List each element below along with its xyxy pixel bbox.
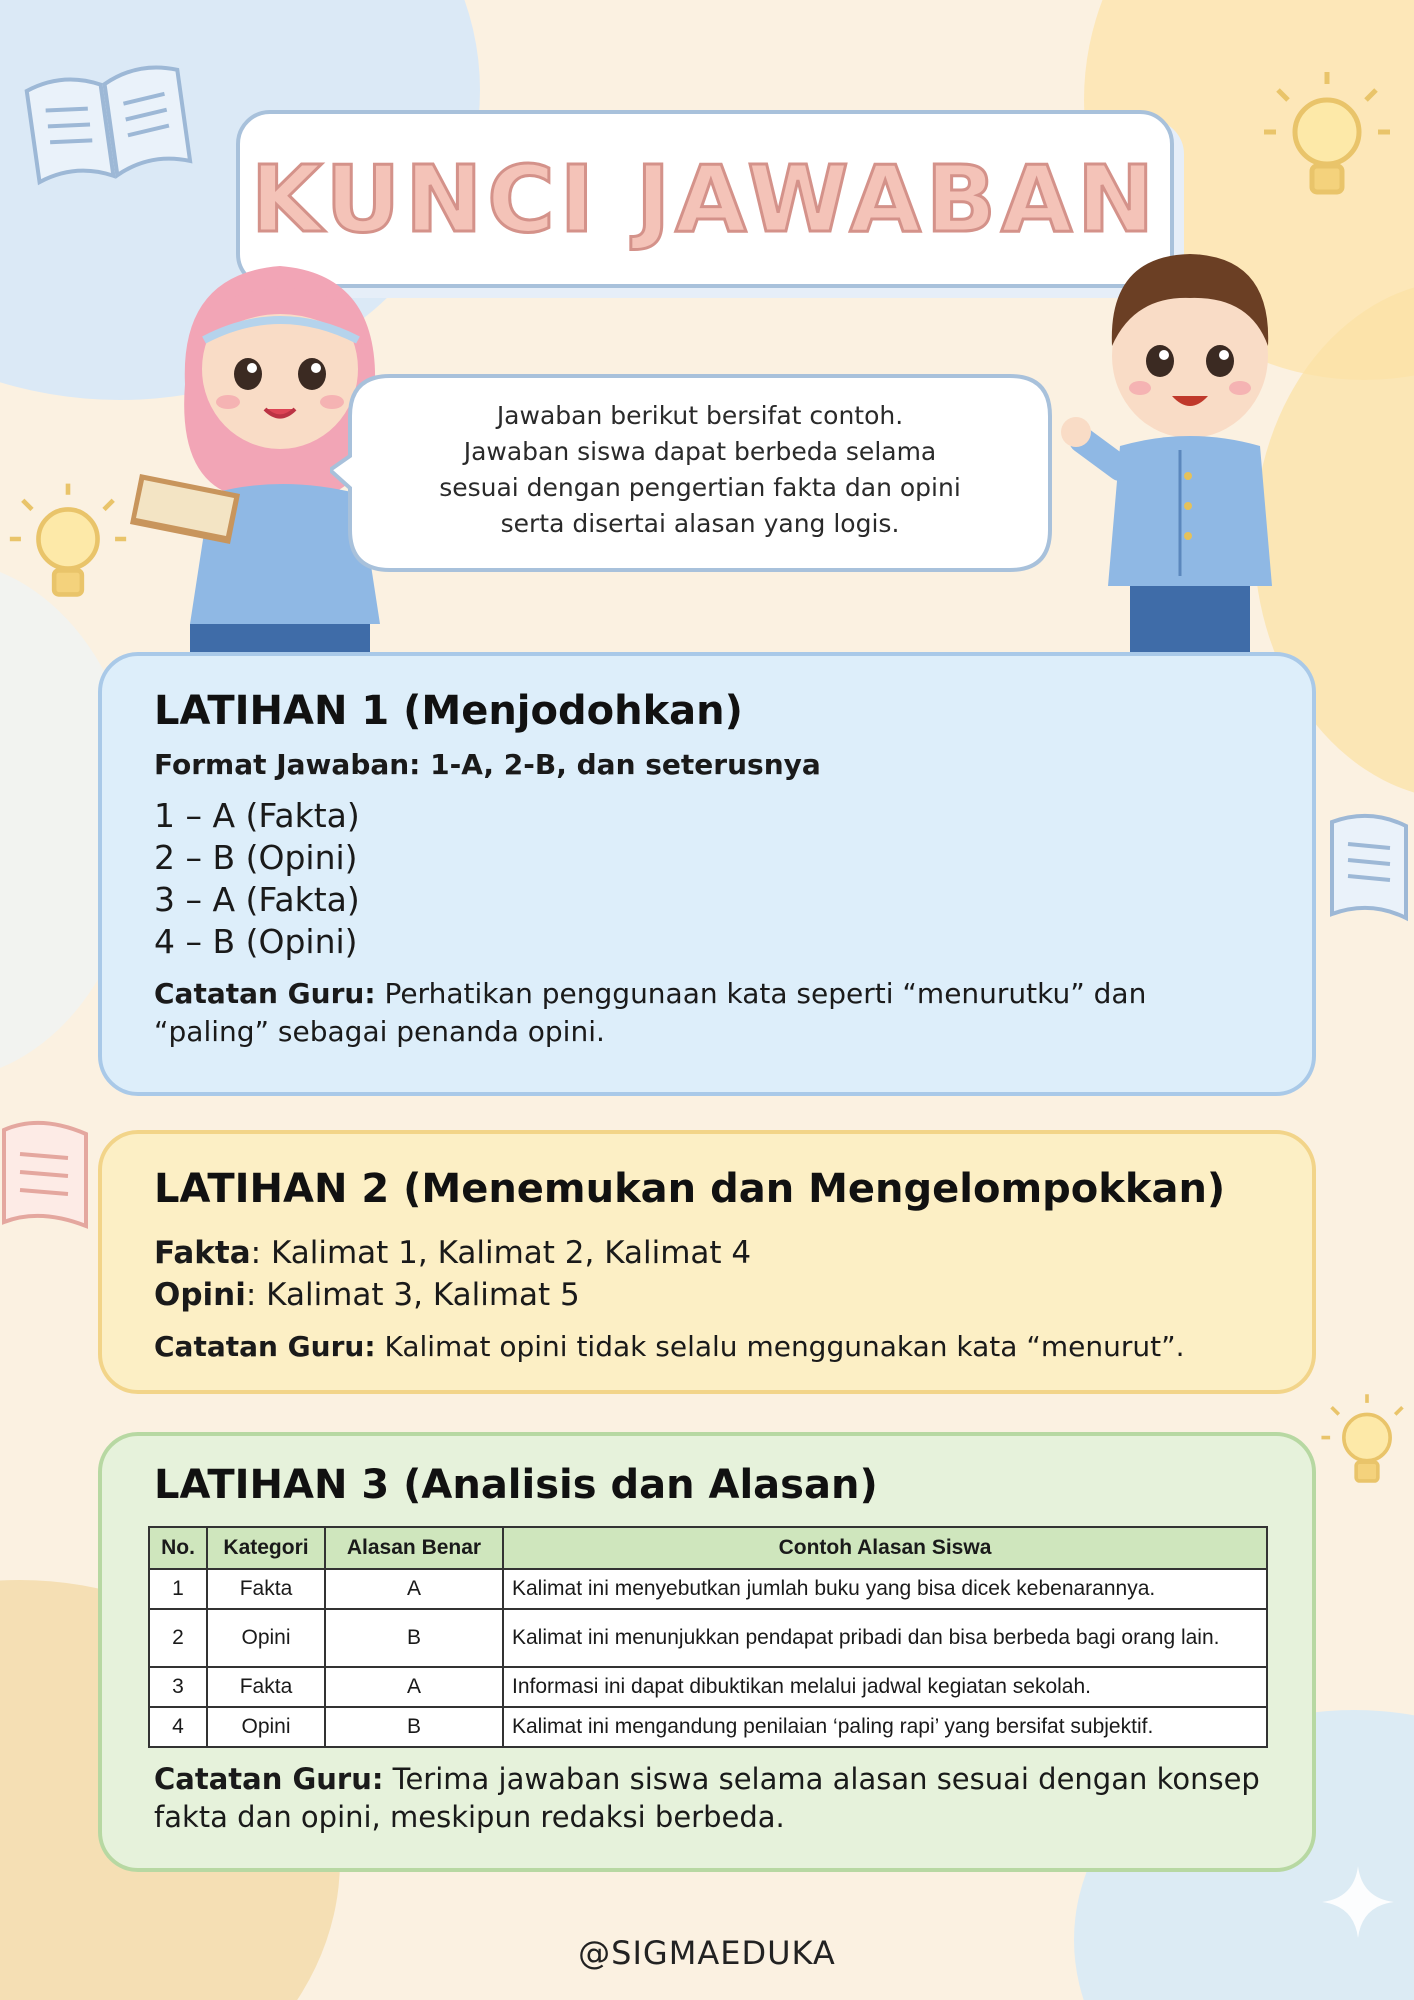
answer-item: 4 – B (Opini): [154, 922, 358, 961]
speech-bubble-text: [370, 398, 1030, 542]
latihan1-format: Format Jawaban: 1-A, 2-B, dan seterusnya: [154, 748, 821, 781]
teacher-note-label: Catatan Guru:: [154, 1330, 376, 1363]
speech-bubble-line: serta disertai alasan yang logis.: [500, 509, 900, 538]
column-header: Alasan Benar: [325, 1527, 503, 1569]
teacher-note-label: Catatan Guru:: [154, 977, 376, 1010]
table-cell: Informasi ini dapat dibuktikan melalui jadwal kegiatan sekolah.: [503, 1667, 1267, 1707]
open-book-icon: [0, 1100, 100, 1250]
latihan3-title: LATIHAN 3 (Analisis dan Alasan): [154, 1462, 878, 1508]
table-cell: 3: [149, 1667, 207, 1707]
lightbulb-icon: [1262, 70, 1392, 220]
speech-bubble: [330, 358, 1070, 588]
table-cell: Opini: [207, 1707, 325, 1747]
latihan1-title: LATIHAN 1 (Menjodohkan): [154, 688, 743, 734]
speech-bubble-line: Jawaban siswa dapat berbeda selama: [463, 437, 937, 466]
latihan1-answer-list: [154, 795, 1260, 963]
table-cell: Kalimat ini menyebutkan jumlah buku yang bisa dicek kebenarannya.: [503, 1569, 1267, 1609]
latihan2-teacher-note: [154, 1328, 1260, 1366]
latihan1-panel: [98, 652, 1316, 1096]
table-cell: Fakta: [207, 1667, 325, 1707]
teacher-note-text: Terima jawaban siswa selama alasan sesuai dengan konsep fakta dan opini, meskipun redaksi berbeda.: [154, 1762, 1260, 1834]
opini-line: [154, 1274, 1260, 1316]
table-cell: Opini: [207, 1609, 325, 1667]
open-book-icon: [18, 58, 198, 188]
page-title: KUNCI JAWABAN: [250, 145, 1160, 253]
table-cell: B: [325, 1707, 503, 1747]
latihan3-teacher-note: [154, 1760, 1260, 1836]
column-header: No.: [149, 1527, 207, 1569]
table-cell: 1: [149, 1569, 207, 1609]
table-cell: A: [325, 1569, 503, 1609]
table-row: [149, 1707, 1267, 1747]
opini-text: : Kalimat 3, Kalimat 5: [245, 1277, 580, 1313]
teacher-note-text: Kalimat opini tidak selalu menggunakan kata “menurut”.: [375, 1330, 1185, 1363]
table-cell: A: [325, 1667, 503, 1707]
table-cell: Kalimat ini mengandung penilaian ‘paling rapi’ yang bersifat subjektif.: [503, 1707, 1267, 1747]
latihan3-panel: [98, 1432, 1316, 1872]
table-row: [149, 1609, 1267, 1667]
lightbulb-icon: [1320, 1372, 1414, 1522]
answer-item: 2 – B (Opini): [154, 838, 358, 877]
teacher-note-text: Perhatikan penggunaan kata seperti “menurutku” dan “paling” sebagai penanda opini.: [154, 977, 1147, 1048]
answer-item: 1 – A (Fakta): [154, 796, 360, 835]
boy-character-illustration: [1060, 236, 1300, 656]
column-header: Contoh Alasan Siswa: [503, 1527, 1267, 1569]
latihan2-title: LATIHAN 2 (Menemukan dan Mengelompokkan): [154, 1166, 1226, 1212]
table-cell: 2: [149, 1609, 207, 1667]
fakta-line: [154, 1232, 1260, 1274]
sparkle-icon: [1318, 1862, 1398, 1942]
speech-bubble-line: Jawaban berikut bersifat contoh.: [496, 401, 904, 430]
fakta-text: : Kalimat 1, Kalimat 2, Kalimat 4: [250, 1235, 752, 1271]
open-book-icon: [1318, 800, 1414, 950]
lightbulb-icon: [8, 476, 128, 626]
column-header: Kategori: [207, 1527, 325, 1569]
answer-item: 3 – A (Fakta): [154, 880, 360, 919]
latihan1-teacher-note: [154, 975, 1260, 1051]
table-row: [149, 1667, 1267, 1707]
table-header-row: [149, 1527, 1267, 1569]
footer-handle: @SIGMAEDUKA: [578, 1934, 836, 1972]
teacher-note-label: Catatan Guru:: [154, 1762, 384, 1796]
table-row: [149, 1569, 1267, 1609]
table-cell: Kalimat ini menunjukkan pendapat pribadi dan bisa berbeda bagi orang lain.: [503, 1609, 1267, 1667]
speech-bubble-line: sesuai dengan pengertian fakta dan opini: [439, 473, 961, 502]
fakta-label: Fakta: [154, 1235, 251, 1271]
table-cell: Fakta: [207, 1569, 325, 1609]
table-cell: B: [325, 1609, 503, 1667]
latihan2-panel: [98, 1130, 1316, 1394]
answer-table: [148, 1526, 1268, 1748]
table-cell: 4: [149, 1707, 207, 1747]
opini-label: Opini: [154, 1277, 246, 1313]
